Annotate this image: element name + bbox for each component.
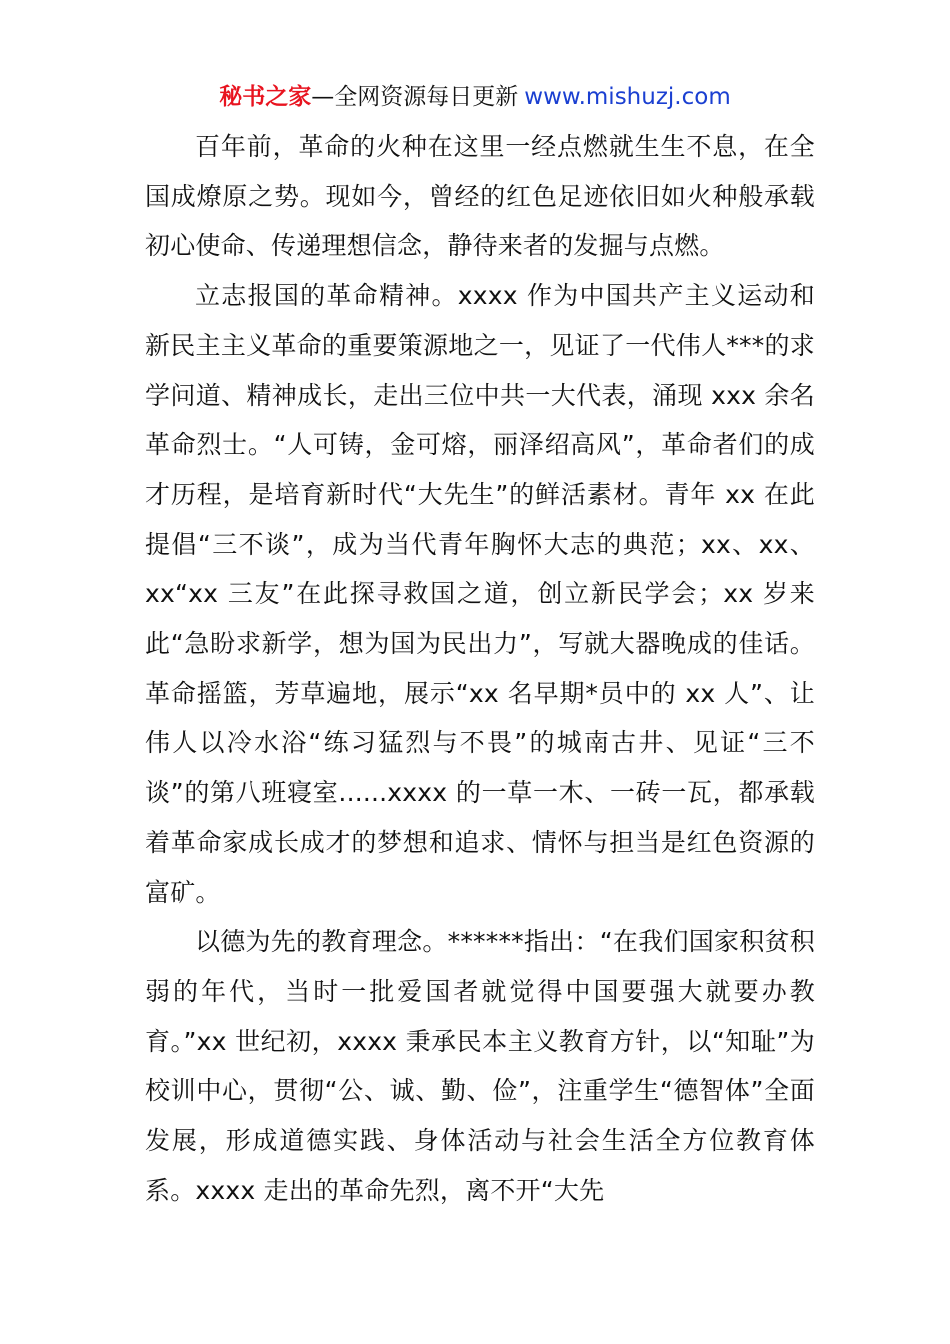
site-header	[0, 80, 950, 114]
site-url-link[interactable]: www.mishuzj.com	[524, 84, 731, 110]
paragraph-revolutionary-spirit: 立志报国的革命精神。xxxx 作为中国共产主义运动和新民主主义革命的重要策源地之一，见证了一代伟人***的求学问道、精神成长，走出三位中共一大代表，涌现 xxx 余名革命烈士。“人可铸，金可熔，丽泽绍高风”，革命者们的成才历程，是培育新时代“大先生”的鲜活素材。青年 xx 在此提倡“三不谈”，成为当代青年胸怀大志的典范；xx、xx、xx“xx 三友”在此探寻救国之道，创立新民学会；xx 岁来此“急盼求新学，想为国为民出力”，写就大器晚成的佳话。革命摇篮，芳草遍地，展示“xx 名早期*员中的 xx 人”、让伟人以冷水浴“练习猛烈与不畏”的城南古井、见证“三不谈”的第八班寝室......xxxx 的一草一木、一砖一瓦，都承载着革命家成长成才的梦想和追求、情怀与担当是红色资源的富矿。	[145, 281, 815, 907]
paragraph-education-philosophy: 以德为先的教育理念。******指出：“在我们国家积贫积弱的年代，当时一批爱国者就觉得中国要强大就要办教育。”xx 世纪初，xxxx 秉承民本主义教育方针，以“知耻”为校训中心，贯彻“公、诚、勤、俭”，注重学生“德智体”全面发展，形成道德实践、身体活动与社会生活全方位教育体系。xxxx 走出的革命先烈，离不开“大先	[145, 927, 815, 1205]
header-slogan: 全网资源每日更新	[334, 84, 519, 110]
document-body	[145, 122, 815, 1215]
header-dash: —	[311, 84, 335, 110]
brand-name: 秘书之家	[219, 84, 312, 110]
paragraph-intro: 百年前，革命的火种在这里一经点燃就生生不息，在全国成燎原之势。现如今，曾经的红色足迹依旧如火种般承载初心使命、传递理想信念，静待来者的发掘与点燃。	[145, 132, 815, 261]
